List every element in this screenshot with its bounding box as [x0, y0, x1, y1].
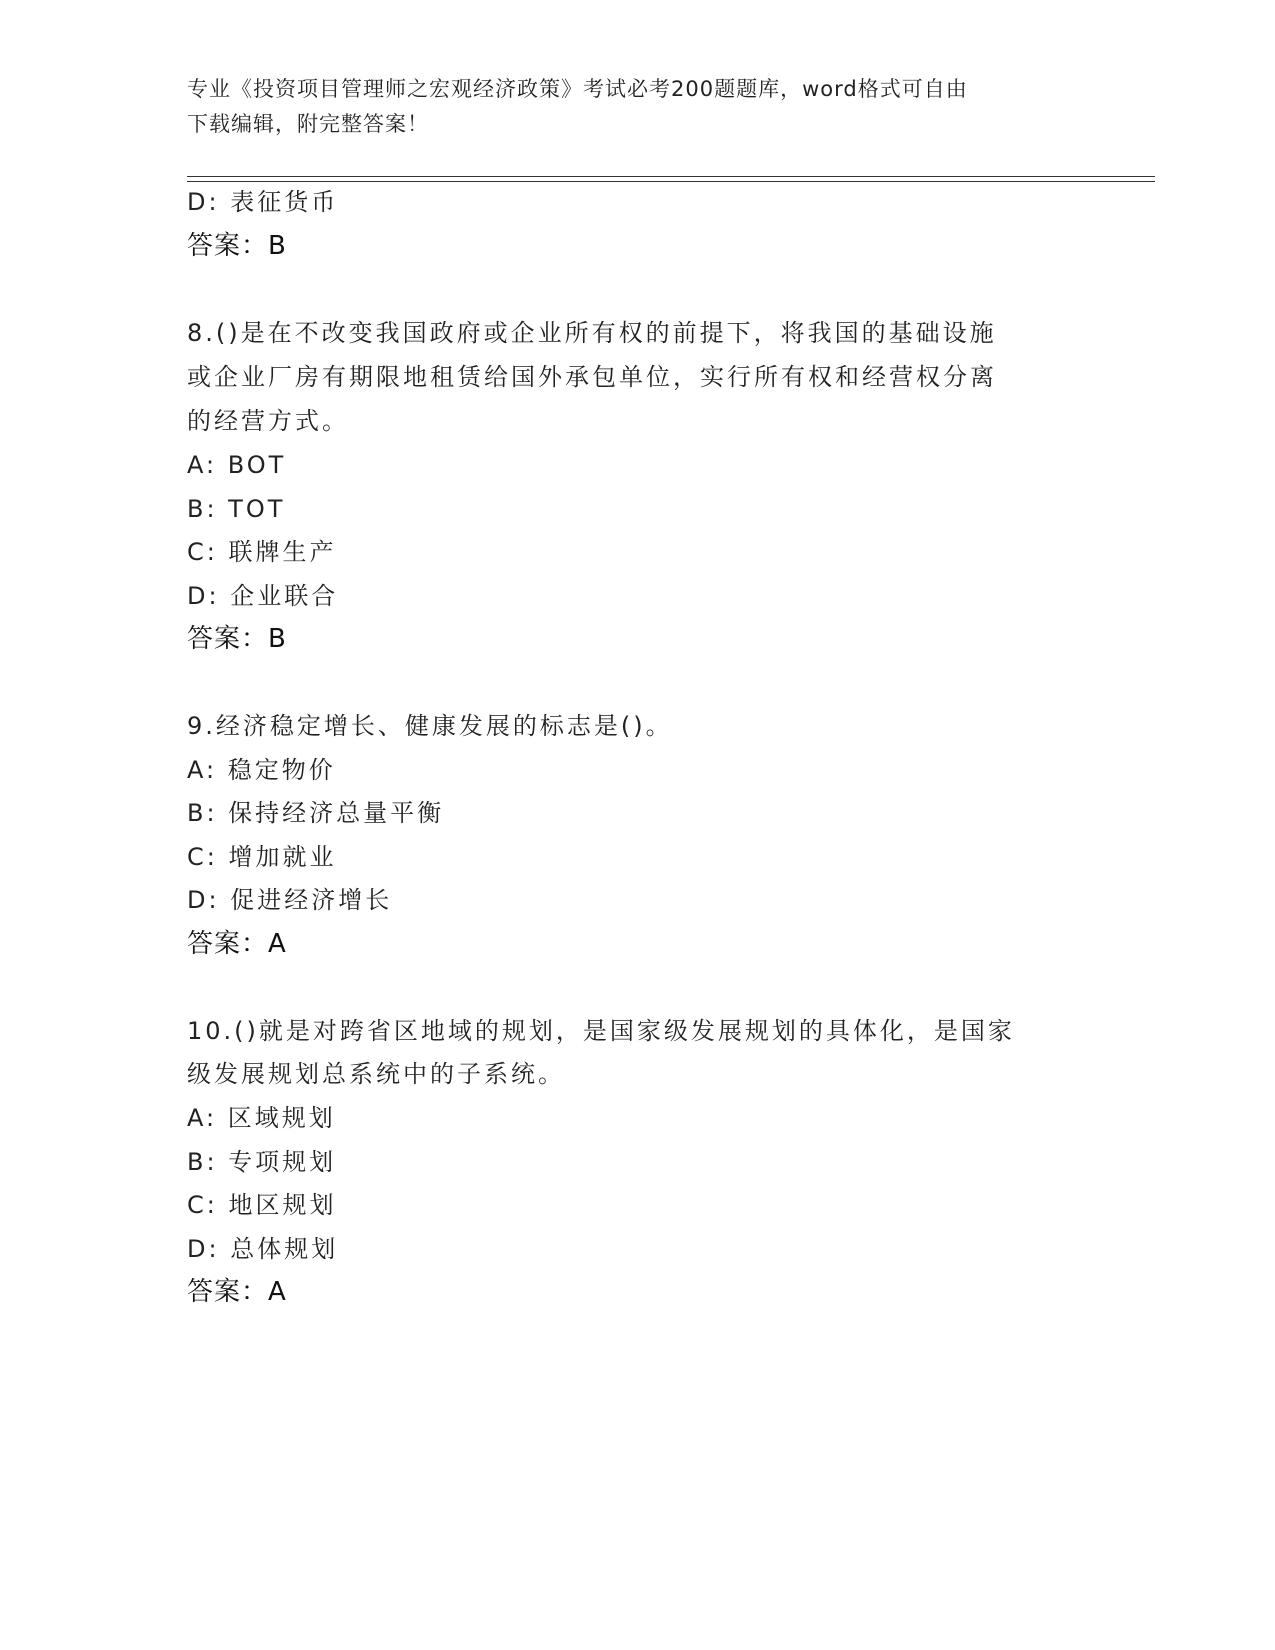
- question-9-option-b: B: 保持经济总量平衡: [187, 799, 445, 827]
- question-8-text-line-2: 或企业厂房有期限地租赁给国外承包单位，实行所有权和经营权分离: [187, 363, 997, 391]
- question-9-option-c: C: 增加就业: [187, 843, 337, 871]
- question-8-option-c: C: 联牌生产: [187, 538, 337, 566]
- answer-line: 答案：B: [187, 231, 287, 261]
- question-10-answer: 答案：A: [187, 1277, 287, 1307]
- question-10-option-d: D: 总体规划: [187, 1235, 339, 1263]
- question-8-text-line-1: 8.()是在不改变我国政府或企业所有权的前提下，将我国的基础设施: [187, 319, 997, 347]
- question-10-text-line-1: 10.()就是对跨省区地域的规划，是国家级发展规划的具体化，是国家: [187, 1017, 1015, 1045]
- question-10-option-b: B: 专项规划: [187, 1148, 337, 1176]
- question-8-option-b: B: TOT: [187, 495, 286, 523]
- question-8-option-a: A: BOT: [187, 451, 287, 479]
- question-9-answer: 答案：A: [187, 929, 287, 959]
- question-9-text-line-1: 9.经济稳定增长、健康发展的标志是()。: [187, 712, 673, 740]
- header-divider: [187, 176, 1155, 182]
- question-8-text-line-3: 的经营方式。: [187, 407, 349, 435]
- question-9-option-d: D: 促进经济增长: [187, 886, 393, 914]
- question-10-option-a: A: 区域规划: [187, 1104, 336, 1132]
- question-8-option-d: D: 企业联合: [187, 582, 339, 610]
- option-d: D: 表征货币: [187, 188, 339, 216]
- question-10-option-c: C: 地区规划: [187, 1191, 337, 1219]
- question-10-text-line-2: 级发展规划总系统中的子系统。: [187, 1060, 565, 1088]
- question-8-answer: 答案：B: [187, 624, 287, 654]
- header-line-1: 专业《投资项目管理师之宏观经济政策》考试必考200题题库，word格式可自由: [187, 77, 968, 101]
- header-line-2: 下载编辑，附完整答案！: [187, 112, 429, 136]
- question-9-option-a: A: 稳定物价: [187, 756, 336, 784]
- document-header: [187, 72, 1087, 142]
